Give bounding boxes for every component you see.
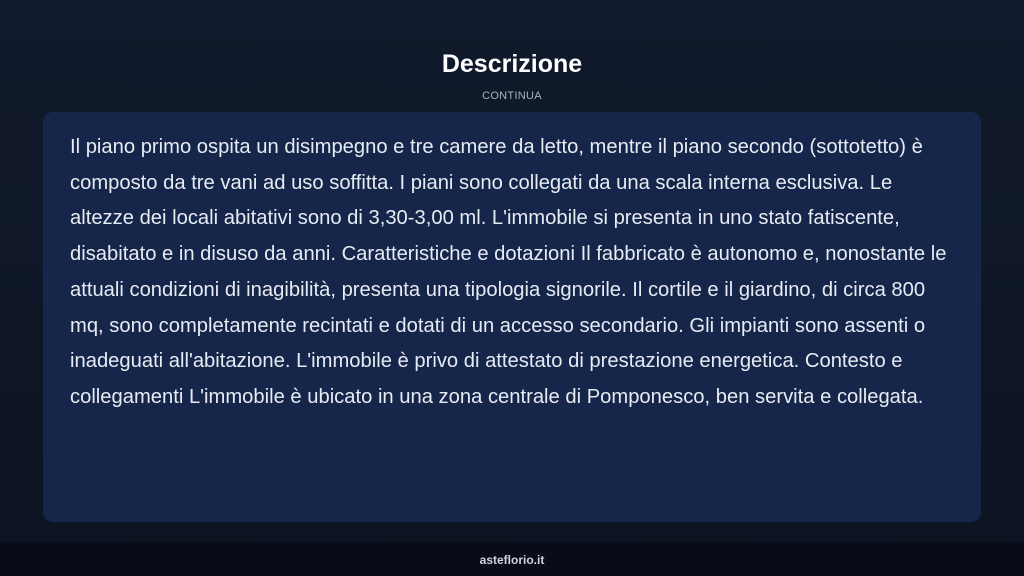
page-title: Descrizione [441,50,583,78]
footer-site-label: asteflorio.it [479,553,545,567]
description-text: Il piano primo ospita un disimpegno e tre camere da letto, mentre il piano secondo (sottotetto) è composto da tre vani ad uso soffitta. I piani sono collegati da una scala interna esclusiva. Le altezze dei locali abitativi sono di 3,30-3,00 ml. L'immobile si presenta in uno stato fatiscente, disabitato e in disuso da anni. Caratteristiche e dotazioni Il fabbricato è autonomo e, nonostante le attuali condizioni di inagibilità, presenta una tipologia signorile. Il cortile e il giardino, di circa 800 mq, sono completamente recintati e dotati di un accesso secondario. Gli impianti sono assenti o inadeguati all'abitazione. L'immobile è privo di attestato di prestazione energetica. Contesto e collegamenti L'immobile è ubicato in una zona centrale di Pomponesco, ben servita e collegata. [70,136,947,408]
section-subtitle: CONTINUA [482,90,542,102]
description-card [43,112,981,522]
